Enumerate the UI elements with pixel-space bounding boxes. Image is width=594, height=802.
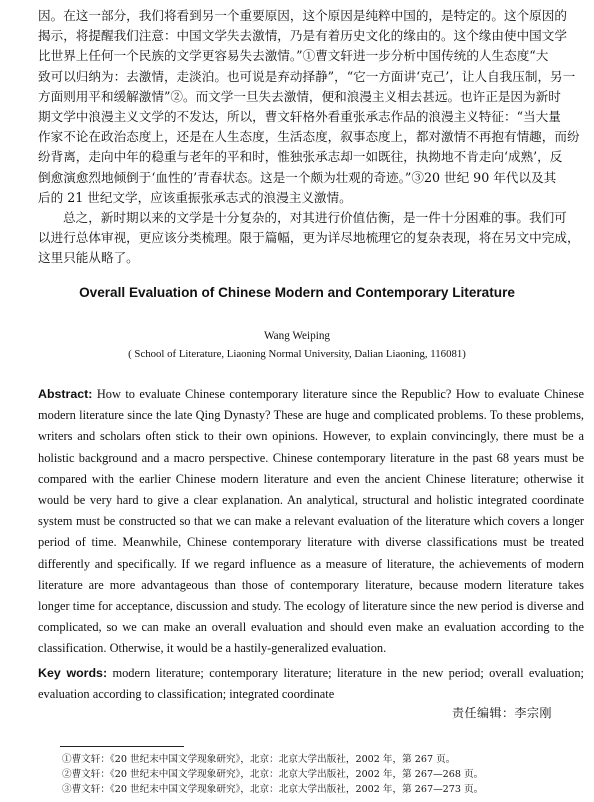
abstract-label: Abstract: <box>38 387 93 401</box>
zh-line: 作家不论在政治态度上，还是在人生态度，生活态度，叙事态度上，都对激情不再抱有情趣，而纷 <box>38 129 580 145</box>
footnotes <box>62 752 582 797</box>
keywords-text: modern literature; contemporary literature; literature in the new period; overall evaluation; evaluation according to classification; integrated coordinate <box>38 666 584 701</box>
english-title: Overall Evaluation of Chinese Modern and Contemporary Literature <box>79 285 515 300</box>
footnote-item: ①曹文轩：《20 世纪末中国文学现象研究》，北京：北京大学出版社，2002 年，第 267 页。 <box>62 754 456 765</box>
zh-line: 期文学中浪漫主义文学的不发达，所以，曹文轩格外看重张承志作品的浪漫主义特征：“当大量 <box>38 109 561 125</box>
zh-line: 这里只能从略了。 <box>38 250 139 266</box>
abstract-block <box>38 384 584 660</box>
zh-line: 倒愈演愈烈地倾倒于‘血性的’青春状态。这是一个颇为壮观的奇迹。”③20 世纪 90 年代以及其 <box>38 169 557 185</box>
zh-line: 总之，新时期以来的文学是十分复杂的，对其进行价值估衡，是一件十分困难的事。我们可 <box>63 210 567 225</box>
chinese-paragraph-2 <box>38 208 582 269</box>
zh-line: 后的 21 世纪文学，应该重振张承志式的浪漫主义激情。 <box>38 189 352 205</box>
keywords-label: Key words: <box>38 666 108 680</box>
zh-line: 纷背离，走向中年的稳重与老年的平和时，惟独张承志却一如既往，执拗地不肯走向‘成熟’，反 <box>38 149 563 165</box>
abstract-text: How to evaluate Chinese contemporary literature since the Republic? How to evaluate Chinese modern literature since the late Qing Dynasty? These are huge and complicated problems. To these problems, writers and scholars often stick to their own opinions. However, to explain convincingly, there must be a holistic background and a macro perspective. Chinese contemporary literature in the past 68 years must be compared with the earlier Chinese modern literature and even the ancient Chinese literature; otherwise it would be very hard to give a clear explanation. An analytical, structural and holistic integrated coordinate system must be constructed so that we can make a relevant evaluation of the literature which covers a longer period of time. Meanwhile, Chinese contemporary literature with diverse classifications must be treated differently and specifically. If we regard influence as a measure of literature, the achievements of modern literature are more advantageous than those of contemporary literature, because modern literature takes longer time for acceptance, discussion and study. The ecology of literature since the new period is diverse and complicated, so we can make an overall evaluation and should even make an evaluation according to the classification. Otherwise, it would be a hastily-generalized evaluation. <box>38 387 584 656</box>
zh-line: 致可以归纳为：去激情，走淡泊。也可说是弃动择静”，“它一方面讲‘克己’，让人自我压制，另一 <box>38 68 576 84</box>
author-name: Wang Weiping <box>263 330 331 342</box>
zh-line: 因。在这一部分，我们将看到另一个重要原因，这个原因是纯粹中国的，是特定的。这个原因的 <box>38 8 567 23</box>
keywords-block <box>38 663 584 705</box>
responsible-editor: 责任编辑：李宗刚 <box>451 706 552 720</box>
footnote-item: ③曹文轩：《20 世纪末中国文学现象研究》，北京：北京大学出版社，2002 年，第 267—273 页。 <box>62 784 484 795</box>
footnote-divider <box>60 746 184 747</box>
zh-line: 比世界上任何一个民族的文学更容易失去激情。”①曹文轩进一步分析中国传统的人生态度“大 <box>38 48 549 64</box>
zh-line: 方面则用平和缓解激情”②。而文学一旦失去激情，便和浪漫主义相去甚远。也许正是因为新时 <box>38 88 561 104</box>
chinese-paragraph-1 <box>38 6 582 208</box>
author-affiliation: ( School of Literature, Liaoning Normal University, Dalian Liaoning, 116081) <box>128 348 466 360</box>
zh-line: 揭示，将提醒我们注意：中国文学失去激情，乃是有着历史文化的缘由的。这个缘由使中国文学 <box>38 28 567 44</box>
footnote-item: ②曹文轩：《20 世纪末中国文学现象研究》，北京：北京大学出版社，2002 年，第 267—268 页。 <box>62 769 484 780</box>
zh-line: 以进行总体审视，更应该分类梳理。限于篇幅，更为详尽地梳理它的复杂表现，将在另文中完成， <box>38 230 580 246</box>
